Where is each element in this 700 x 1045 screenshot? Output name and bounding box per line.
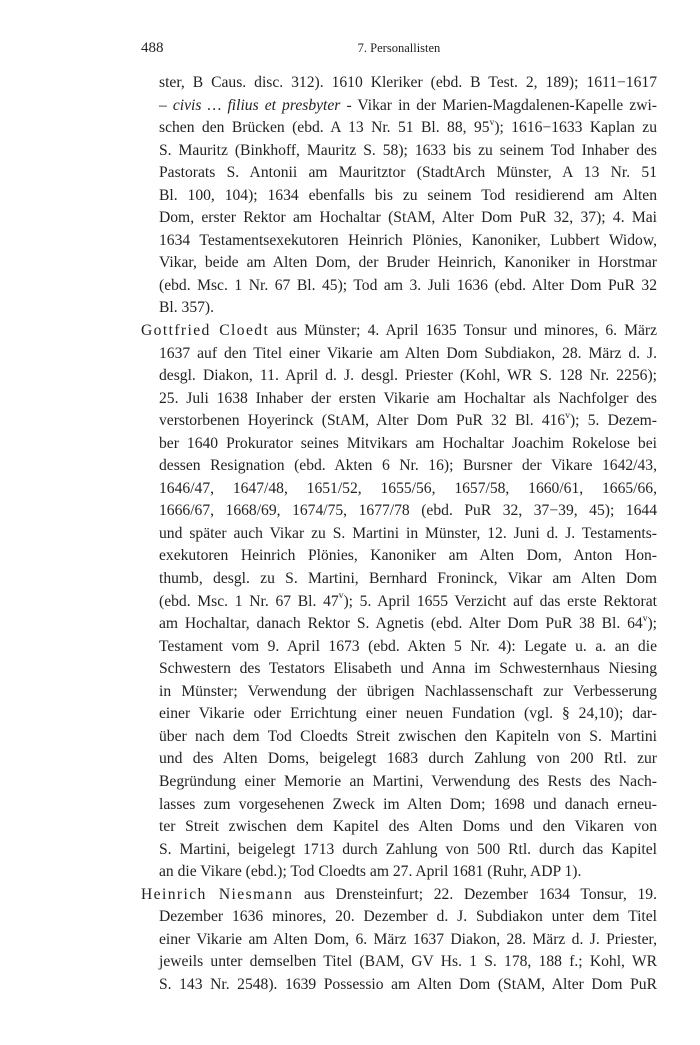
text-run: einer Vikarie oder Errichtung einer neuen Fundation (vgl. § 24,10); dar- <box>159 705 657 723</box>
text-line <box>141 974 657 997</box>
entry-first-line <box>141 884 657 907</box>
text-run: Testament vom 9. April 1673 (ebd. Akten 5 Nr. 4): Legate u. a. an die <box>159 637 657 655</box>
text-run: aus Münster; 4. April 1635 Tonsur und minores, 6. März <box>269 322 657 340</box>
text-run: civis … filius et presbyter <box>172 96 341 114</box>
text-run: ber 1640 Prokurator seines Mitvikars am Hochaltar Joachim Rokelose bei <box>159 434 657 452</box>
text-line <box>141 613 657 636</box>
text-run: einer Vikarie am Alten Dom, 6. März 1637 Diakon, 28. März d. J. Priester, <box>159 930 657 948</box>
entry-first-line <box>141 320 657 343</box>
text-line <box>141 117 657 140</box>
text-line <box>141 162 657 185</box>
text-run: ster, B Caus. disc. 312). 1610 Kleriker (ebd. B Test. 2, 189); 1611−1617 <box>159 74 657 91</box>
superscript: v <box>338 591 344 602</box>
text-line <box>141 140 657 163</box>
text-line <box>141 388 657 411</box>
text-line <box>141 816 657 839</box>
text-run: S. Martini, beigelegt 1713 durch Zahlung von 500 Rtl. durch das Kapitel <box>159 840 657 858</box>
text-line <box>141 568 657 591</box>
text-run: ); 5. April 1655 Verzicht auf das erste Rektorat <box>343 592 657 610</box>
text-run: aus Drensteinfurt; 22. Dezember 1634 Tonsur, 19. <box>293 885 657 903</box>
text-line <box>141 433 657 456</box>
text-run: über nach dem Tod Cloedts Streit zwischen den Kapiteln von S. Martini <box>159 727 657 745</box>
text-line <box>141 72 657 95</box>
text-line <box>141 545 657 568</box>
text-line <box>141 861 657 884</box>
text-line <box>141 523 657 546</box>
text-run: exekutoren Heinrich Plönies, Kanoniker am Alten Dom, Anton Hon- <box>159 547 657 565</box>
text-line <box>141 951 657 974</box>
text-run: schen den Brücken (ebd. A 13 Nr. 51 Bl. 88, 95 <box>159 119 490 137</box>
text-run: Dom, erster Rektor am Hochaltar (StAM, Alter Dom PuR 32, 37); 4. Mai <box>159 209 657 227</box>
text-run: - Vikar in der Marien-Magdalenen-Kapelle zwi- <box>340 96 657 114</box>
text-run: 1634 Testamentsexekutoren Heinrich Plönies, Kanoniker, Lubbert Widow, <box>159 231 657 249</box>
superscript: v <box>489 117 495 128</box>
text-run: Bl. 100, 104); 1634 ebenfalls bis zu seinem Tod residierend am Alten <box>159 186 657 204</box>
text-run: Schwestern des Testators Elisabeth und Anna im Schwesternhaus Niesing <box>159 660 657 678</box>
text-line <box>141 207 657 230</box>
text-run: ); 5. Dezem- <box>569 412 657 430</box>
text-run: und des Alten Doms, beigelegt 1683 durch Zahlung von 200 Rtl. zur <box>159 750 657 768</box>
text-line <box>141 726 657 749</box>
text-line <box>141 365 657 388</box>
text-run: ter Streit zwischen dem Kapitel des Alten Doms und den Vikaren von <box>159 818 657 836</box>
text-run: (ebd. Msc. 1 Nr. 67 Bl. 47 <box>159 592 339 610</box>
text-run: in Münster; Verwendung der übrigen Nachlassenschaft zur Verbesserung <box>159 682 657 700</box>
text-line <box>141 658 657 681</box>
text-run: S. Mauritz (Binkhoff, Mauritz S. 58); 1633 bis zu seinem Tod Inhaber des <box>159 141 657 159</box>
page-header <box>141 40 657 64</box>
text-run: lasses zum vorgesehenen Zweck im Alten Dom; 1698 und danach erneu- <box>159 795 657 813</box>
text-run: (ebd. Msc. 1 Nr. 67 Bl. 45); Tod am 3. Juli 1636 (ebd. Alter Dom PuR 32 <box>159 276 657 294</box>
text-run: Bl. 357). <box>159 299 215 317</box>
text-line <box>141 455 657 478</box>
text-run: Begründung einer Memorie an Martini, Verwendung des Rests des Nach- <box>159 772 657 790</box>
text-run: Pastorats S. Antonii am Mauritztor (StadtArch Münster, A 13 Nr. 51 <box>159 164 657 182</box>
text-run: Vikar, beide am Alten Dom, der Bruder Heinrich, Kanoniker in Horstmar <box>159 254 657 272</box>
text-line <box>141 681 657 704</box>
text-run: desgl. Diakon, 11. April d. J. desgl. Priester (Kohl, WR S. 128 Nr. 2256); <box>159 367 657 385</box>
text-run: thumb, desgl. zu S. Martini, Bernhard Froninck, Vikar am Alten Dom <box>159 570 657 588</box>
body-text <box>141 72 657 996</box>
text-run: 25. Juli 1638 Inhaber der ersten Vikarie am Hochaltar als Nachfolger des <box>159 389 657 407</box>
text-line <box>141 478 657 501</box>
text-line <box>141 230 657 253</box>
text-line <box>141 95 657 118</box>
text-run: jeweils unter demselben Titel (BAM, GV Hs. 1 S. 178, 188 f.; Kohl, WR <box>159 953 657 971</box>
text-run: dessen Resignation (ebd. Akten 6 Nr. 16); Bursner der Vikare 1642/43, <box>159 457 657 475</box>
text-line <box>141 297 657 320</box>
running-title: 7. Personallisten <box>357 41 441 55</box>
text-line <box>141 703 657 726</box>
text-line <box>141 410 657 433</box>
text-line <box>141 748 657 771</box>
text-run: am Hochaltar, danach Rektor S. Agnetis (ebd. Alter Dom PuR 38 Bl. 64 <box>159 615 643 633</box>
page-number: 488 <box>141 40 164 56</box>
text-run: ); 1616−1633 Kaplan zu <box>494 119 657 137</box>
text-run: S. 143 Nr. 2548). 1639 Possessio am Alten Dom (StAM, Alter Dom PuR <box>159 975 657 993</box>
text-line <box>141 771 657 794</box>
text-line <box>141 343 657 366</box>
text-run: 1666/67, 1668/69, 1674/75, 1677/78 (ebd. PuR 32, 37−39, 45); 1644 <box>159 502 657 520</box>
text-run: verstorbenen Hoyerinck (StAM, Alter Dom PuR 32 Bl. 416 <box>159 412 566 430</box>
text-line <box>141 500 657 523</box>
text-line <box>141 906 657 929</box>
text-line <box>141 839 657 862</box>
text-run: 1646/47, 1647/48, 1651/52, 1655/56, 1657/58, 1660/61, 1665/66, <box>159 479 657 497</box>
text-run: ); <box>647 615 657 633</box>
person-name: Gottfried Cloedt <box>141 322 270 340</box>
text-line <box>141 636 657 659</box>
text-run: und später auch Vikar zu S. Martini in Münster, 12. Juni d. J. Testaments- <box>159 524 657 542</box>
superscript: v <box>565 411 570 422</box>
person-name: Heinrich Niesmann <box>141 885 294 903</box>
text-run: – <box>159 96 173 114</box>
text-line <box>141 185 657 208</box>
text-line <box>141 929 657 952</box>
text-run: Dezember 1636 minores, 20. Dezember d. J. Subdiakon unter dem Titel <box>159 908 657 926</box>
superscript: v <box>642 613 648 624</box>
text-line <box>141 275 657 298</box>
text-line <box>141 794 657 817</box>
text-line <box>141 252 657 275</box>
text-line <box>141 591 657 614</box>
text-run: 1637 auf den Titel einer Vikarie am Alten Dom Subdiakon, 28. März d. J. <box>159 344 657 362</box>
text-run: an die Vikare (ebd.); Tod Cloedts am 27. April 1681 (Ruhr, ADP 1). <box>159 863 582 881</box>
